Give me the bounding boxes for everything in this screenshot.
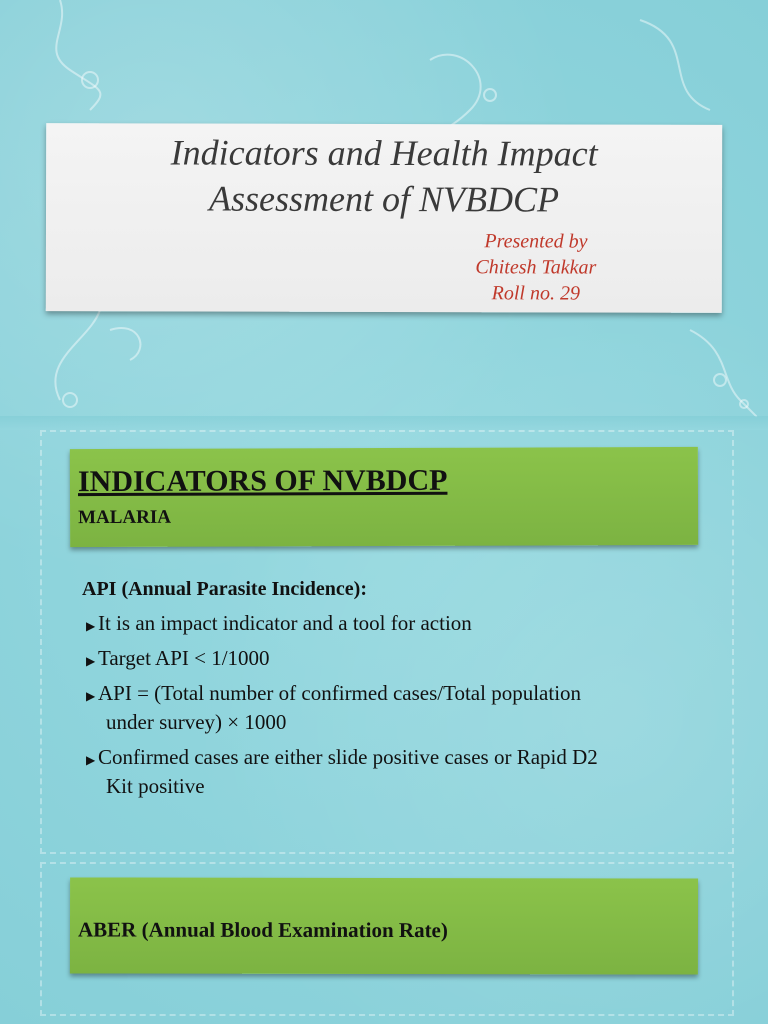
triangle-right-icon: ▶	[86, 753, 96, 767]
title-card	[46, 123, 722, 313]
bullet-text: Confirmed cases are either slide positive cases or Rapid D2	[98, 745, 598, 769]
presented-by-label: Presented by	[484, 230, 588, 253]
bullet-text: API = (Total number of confirmed cases/Total population	[98, 681, 582, 705]
aber-heading: ABER (Annual Blood Examination Rate)	[77, 917, 448, 943]
bullet-text: Target API < 1/1000	[98, 646, 270, 670]
title-line-1: Indicators and Health Impact	[170, 132, 598, 174]
indicators-banner	[70, 447, 698, 547]
malaria-subheading: MALARIA	[78, 506, 171, 529]
bullet-text: It is an impact indicator and a tool for action	[98, 611, 472, 635]
roll-number: Roll no. 29	[491, 282, 581, 305]
page-title	[46, 129, 722, 223]
bullet-text-continued: Kit positive	[106, 774, 205, 798]
list-item	[82, 743, 702, 801]
presenter-name: Chitesh Takkar	[475, 256, 597, 279]
title-line-2: Assessment of NVBDCP	[208, 178, 560, 220]
list-item	[82, 644, 702, 673]
aber-banner	[70, 877, 698, 974]
api-content	[82, 578, 702, 807]
list-item	[82, 679, 702, 737]
api-section-title: API (Annual Parasite Incidence):	[82, 578, 367, 600]
presenter-block	[406, 228, 666, 307]
triangle-right-icon: ▶	[86, 619, 96, 633]
triangle-right-icon: ▶	[86, 689, 96, 703]
triangle-right-icon: ▶	[86, 654, 96, 668]
api-bullet-list	[82, 609, 702, 801]
indicators-heading: INDICATORS OF NVBDCP	[77, 463, 448, 499]
list-item	[82, 609, 702, 638]
bullet-text-continued: under survey) × 1000	[106, 710, 287, 734]
slide-divider	[0, 416, 768, 430]
